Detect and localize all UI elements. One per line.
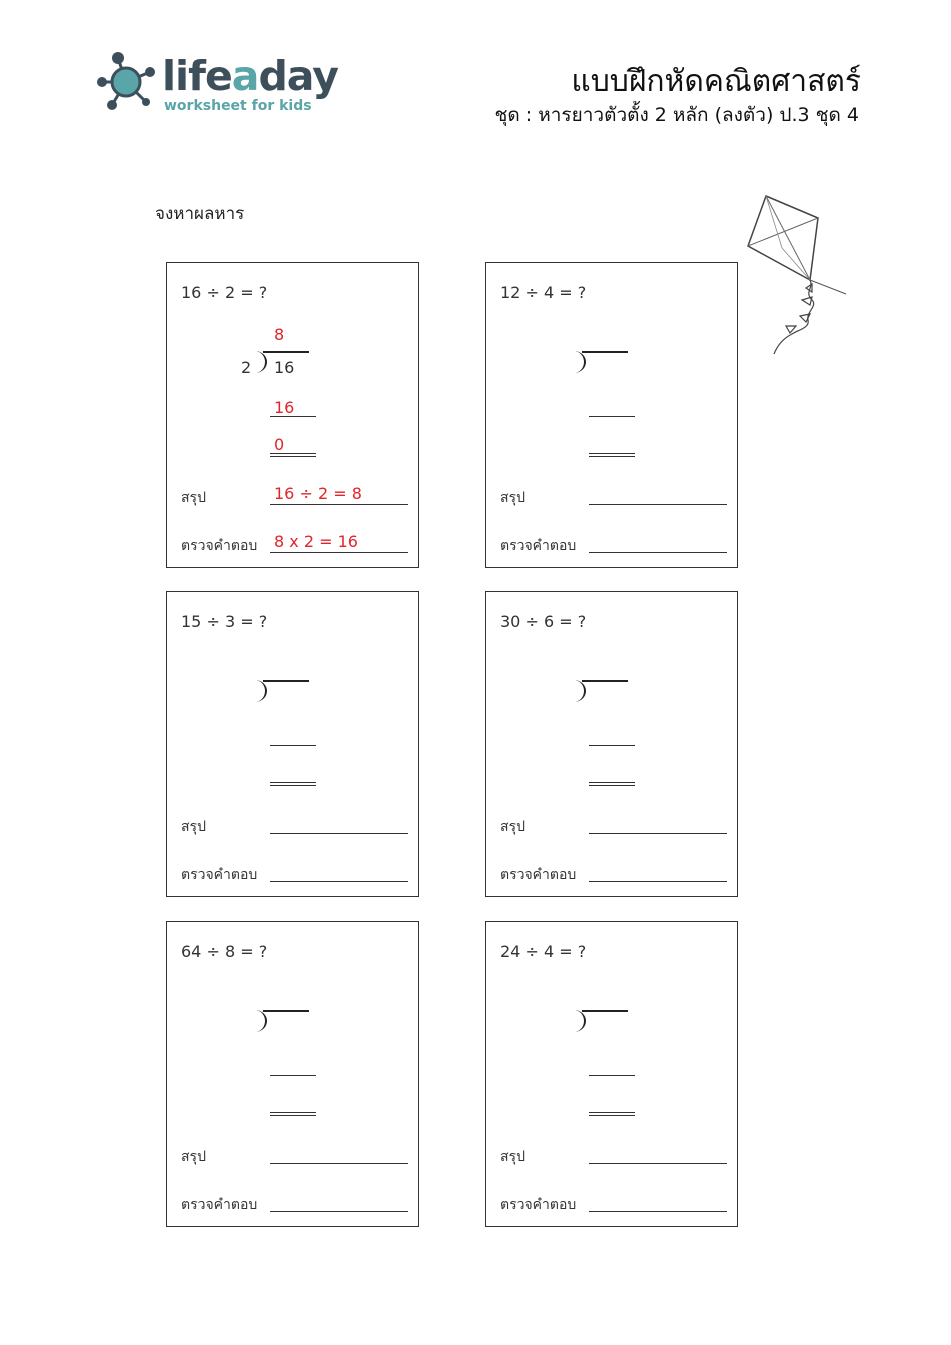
long-division-bracket: [576, 351, 624, 377]
problem-box-4: [485, 591, 738, 897]
summary-label: สรุป: [500, 1149, 525, 1165]
problem-question: 15 ÷ 3 = ?: [181, 612, 268, 631]
check-label: ตรวจคำตอบ: [500, 867, 577, 883]
double-line-bottom: [589, 456, 635, 457]
check-line: [589, 881, 727, 882]
problem-box-5: [166, 921, 419, 1227]
problem-box-3: [166, 591, 419, 897]
subtraction-line: [589, 745, 635, 746]
long-division-bracket: [576, 1010, 624, 1036]
problem-box-1: [166, 262, 419, 568]
summary-line: [589, 1163, 727, 1164]
summary-line: [589, 833, 727, 834]
problem-box-2: [485, 262, 738, 568]
problem-box-6: [485, 921, 738, 1227]
summary-label: สรุป: [500, 819, 525, 835]
problem-question: 30 ÷ 6 = ?: [500, 612, 587, 631]
problem-question: 64 ÷ 8 = ?: [181, 942, 268, 961]
remainder-answer: 0: [274, 435, 285, 454]
summary-answer: 16 ÷ 2 = 8: [274, 484, 362, 503]
lifeaday-logo: [96, 50, 336, 120]
check-line: [589, 552, 727, 553]
page-subtitle: ชุด : หารยาวตัวตั้ง 2 หลัก (ลงตัว) ป.3 ชุด 4: [494, 104, 859, 126]
divisor: 2: [241, 358, 252, 377]
double-line-bottom: [270, 1115, 316, 1116]
check-label: ตรวจคำตอบ: [500, 1197, 577, 1213]
subtraction-line: [589, 1075, 635, 1076]
summary-line: [270, 833, 408, 834]
check-line: [270, 552, 408, 553]
summary-line: [270, 1163, 408, 1164]
logo-wordmark: lifeaday: [162, 52, 338, 100]
page-title: แบบฝึกหัดคณิตศาสตร์: [571, 64, 861, 99]
double-line-top: [589, 782, 635, 783]
double-line-top: [589, 1112, 635, 1113]
summary-label: สรุป: [500, 490, 525, 506]
logo-tagline: worksheet for kids: [164, 98, 312, 114]
molecule-logo-icon: [96, 50, 162, 116]
double-line-top: [270, 1112, 316, 1113]
quotient-answer: 8: [274, 325, 285, 344]
double-line-bottom: [270, 785, 316, 786]
problem-question: 16 ÷ 2 = ?: [181, 283, 268, 302]
subtraction-line: [270, 1075, 316, 1076]
check-answer: 8 x 2 = 16: [274, 532, 358, 551]
kite-icon: [742, 188, 852, 358]
double-line-bottom: [270, 456, 316, 457]
double-line-bottom: [589, 1115, 635, 1116]
problem-question: 12 ÷ 4 = ?: [500, 283, 587, 302]
subtraction-line: [589, 416, 635, 417]
double-line-bottom: [589, 785, 635, 786]
double-line-top: [589, 453, 635, 454]
double-line-top: [270, 453, 316, 454]
product-answer: 16: [274, 398, 295, 417]
summary-label: สรุป: [181, 490, 206, 506]
subtraction-line: [270, 745, 316, 746]
summary-label: สรุป: [181, 819, 206, 835]
check-line: [270, 1211, 408, 1212]
check-label: ตรวจคำตอบ: [181, 538, 258, 554]
check-label: ตรวจคำตอบ: [500, 538, 577, 554]
check-line: [589, 1211, 727, 1212]
check-line: [270, 881, 408, 882]
check-label: ตรวจคำตอบ: [181, 1197, 258, 1213]
check-label: ตรวจคำตอบ: [181, 867, 258, 883]
long-division-bracket: [576, 680, 624, 706]
problem-question: 24 ÷ 4 = ?: [500, 942, 587, 961]
subtraction-line: [270, 416, 316, 417]
summary-line: [589, 504, 727, 505]
summary-line: [270, 504, 408, 505]
dividend: 16: [274, 358, 295, 377]
summary-label: สรุป: [181, 1149, 206, 1165]
instruction-text: จงหาผลหาร: [155, 204, 245, 224]
double-line-top: [270, 782, 316, 783]
long-division-bracket: [257, 680, 305, 706]
long-division-bracket: [257, 1010, 305, 1036]
